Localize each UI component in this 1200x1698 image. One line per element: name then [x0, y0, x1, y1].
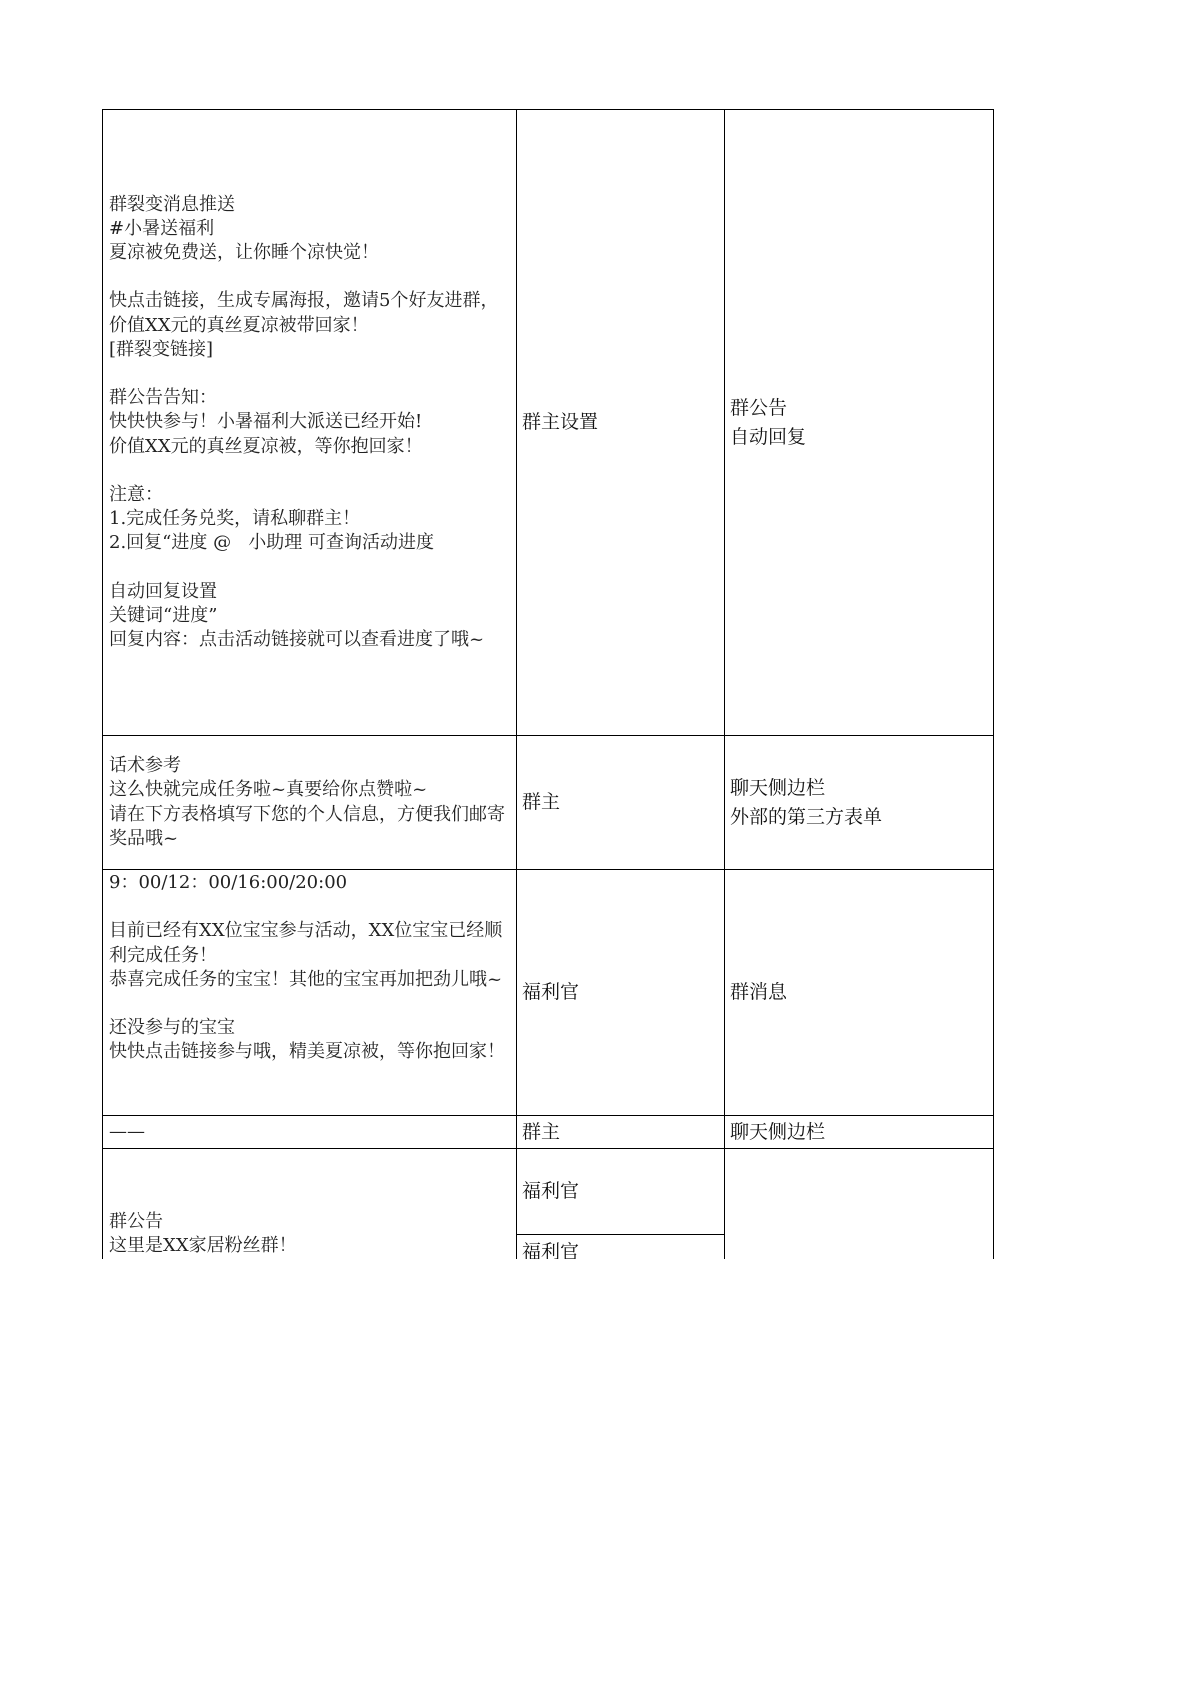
table-row-1-script-cell[interactable] — [102, 109, 517, 736]
channel-text: 群公告 自动回复 — [730, 396, 807, 448]
table-row-5-script-cell[interactable] — [102, 1148, 517, 1259]
table-grid — [102, 109, 994, 1259]
table-row-3-role-cell[interactable] — [516, 869, 725, 1116]
role-text: 福利官 — [522, 981, 580, 1003]
table-row-3-script-cell[interactable] — [102, 869, 517, 1116]
table-row-1-channel-cell[interactable] — [724, 109, 994, 736]
role-text: 群主 — [522, 791, 561, 813]
script-text: 话术参考 这么快就完成任务啦~真要给你点赞啦~ 请在下方表格填写下您的个人信息，方便我们邮寄奖品哦~ — [109, 755, 505, 849]
table-row-2-role-cell[interactable] — [516, 735, 725, 870]
table-row-5-channel-cell[interactable] — [724, 1148, 994, 1259]
script-text: 9：00/12：00/16:00/20:00 目前已经有XX位宝宝参与活动，XX位宝宝已经顺利完成任务！ 恭喜完成任务的宝宝！其他的宝宝再加把劲儿哦~ 还没参与的宝宝 快快点击链接参与哦，精美夏凉被，等你抱回家！ — [109, 872, 505, 1063]
script-text: —— — [109, 1120, 145, 1142]
script-text: 群裂变消息推送 #小暑送福利 夏凉被免费送，让你睡个凉快觉！ 快点击链接，生成专属海报，邀请5个好友进群，价值XX元的真丝夏凉被带回家！ [群裂变链接] 群公告告知： 快快快参与！小暑福利大派送已经开始! 价值XX元的真丝夏凉被，等你抱回家！ 注意： 1.完成任务兑奖，请私聊群主！ 2.回复“进度 @ 小助理 可查询活动进度 自动回复设置 关键词“进度” 回复内容：点击活动链接就可以查看进度了哦~ — [109, 193, 499, 651]
table-row-5-role-cell-1[interactable] — [516, 1148, 725, 1235]
table-row-2-channel-cell[interactable] — [724, 735, 994, 870]
table-row-3-channel-cell[interactable] — [724, 869, 994, 1116]
table-row-1-role-cell[interactable] — [516, 109, 725, 736]
channel-text: 聊天侧边栏 外部的第三方表单 — [730, 776, 883, 828]
script-text: 群公告 这里是XX家居粉丝群！ — [109, 1210, 297, 1256]
channel-text: 群消息 — [730, 981, 788, 1003]
role-text: 群主设置 — [522, 411, 599, 433]
role-text: 福利官 — [522, 1180, 580, 1202]
role-text: 群主 — [522, 1120, 561, 1143]
table-row-2-script-cell[interactable] — [102, 735, 517, 870]
table-row-4-role-cell[interactable] — [516, 1115, 725, 1149]
table-row-4-script-cell[interactable] — [102, 1115, 517, 1149]
role-text: 福利官 — [522, 1241, 580, 1259]
table-row-4-channel-cell[interactable] — [724, 1115, 994, 1149]
table-row-5-role-cell-2[interactable] — [516, 1234, 725, 1259]
channel-text: 聊天侧边栏 — [730, 1120, 826, 1143]
